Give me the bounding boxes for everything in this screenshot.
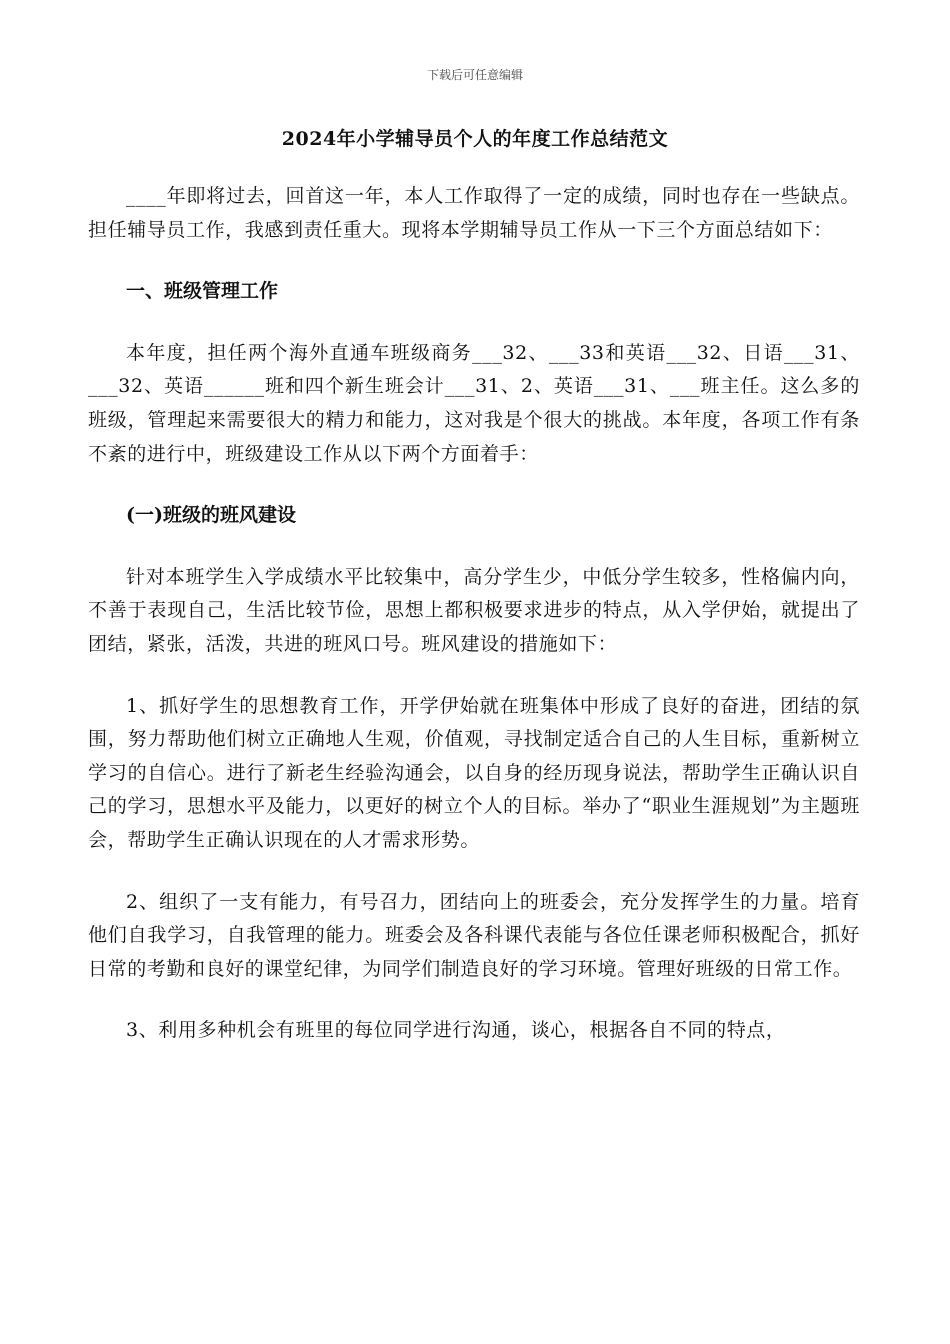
section-heading-class-management: 一、班级管理工作 (126, 280, 279, 303)
document-title: 2024年小学辅导员个人的年度工作总结范文 (281, 128, 669, 150)
subsection-heading-class-style: (一)班级的班风建设 (126, 504, 296, 527)
paragraph-item-3: 3、利用多种机会有班里的每位同学进行沟通，谈心，根据各自不同的特点， (126, 1019, 786, 1042)
paragraph-intro: ____年即将过去，回首这一年，本人工作取得了一定的成绩，同时也存在一些缺点。担任辅导员工作，我感到责任重大。现将本学期辅导员工作从一下三个方面总结如下： (88, 185, 860, 241)
paragraph-item-2: 2、组织了一支有能力，有号召力，团结向上的班委会，充分发挥学生的力量。培育他们自我学习，自我管理的能力。班委会及各科课代表能与各位任课老师积极配合，抓好日常的考勤和良好的课堂纪律，为同学们制造良好的学习环境。管理好班级的日常工作。 (88, 890, 860, 980)
header-note: 下载后可任意编辑 (426, 68, 523, 82)
paragraph-classes: 本年度，担任两个海外直通车班级商务___32、___33和英语___32、日语___31、___32、英语______班和四个新生班会计___31、2、英语___31、___班主任。这么多的班级，管理起来需要很大的精力和能力，这对我是个很大的挑战。本年度，各项工作有条不紊的进行中，班级建设工作从以下两个方面着手： (88, 341, 860, 465)
paragraph-class-style: 针对本班学生入学成绩水平比较集中，高分学生少，中低分学生较多，性格偏内向，不善于表现自己，生活比较节俭，思想上都积极要求进步的特点，从入学伊始，就提出了团结，紧张，活泼，共进的班风口号。班风建设的措施如下： (88, 565, 860, 655)
document-body (88, 180, 860, 1048)
paragraph-item-1: 1、抓好学生的思想教育工作，开学伊始就在班集体中形成了良好的奋进，团结的氛围，努力帮助他们树立正确地人生观，价值观，寻找制定适合自己的人生目标，重新树立学习的自信心。进行了新老生经验沟通会，以自身的经历现身说法，帮助学生正确认识自己的学习，思想水平及能力，以更好的树立个人的目标。举办了“职业生涯规划”为主题班会，帮助学生正确认识现在的人才需求形势。 (88, 694, 860, 851)
